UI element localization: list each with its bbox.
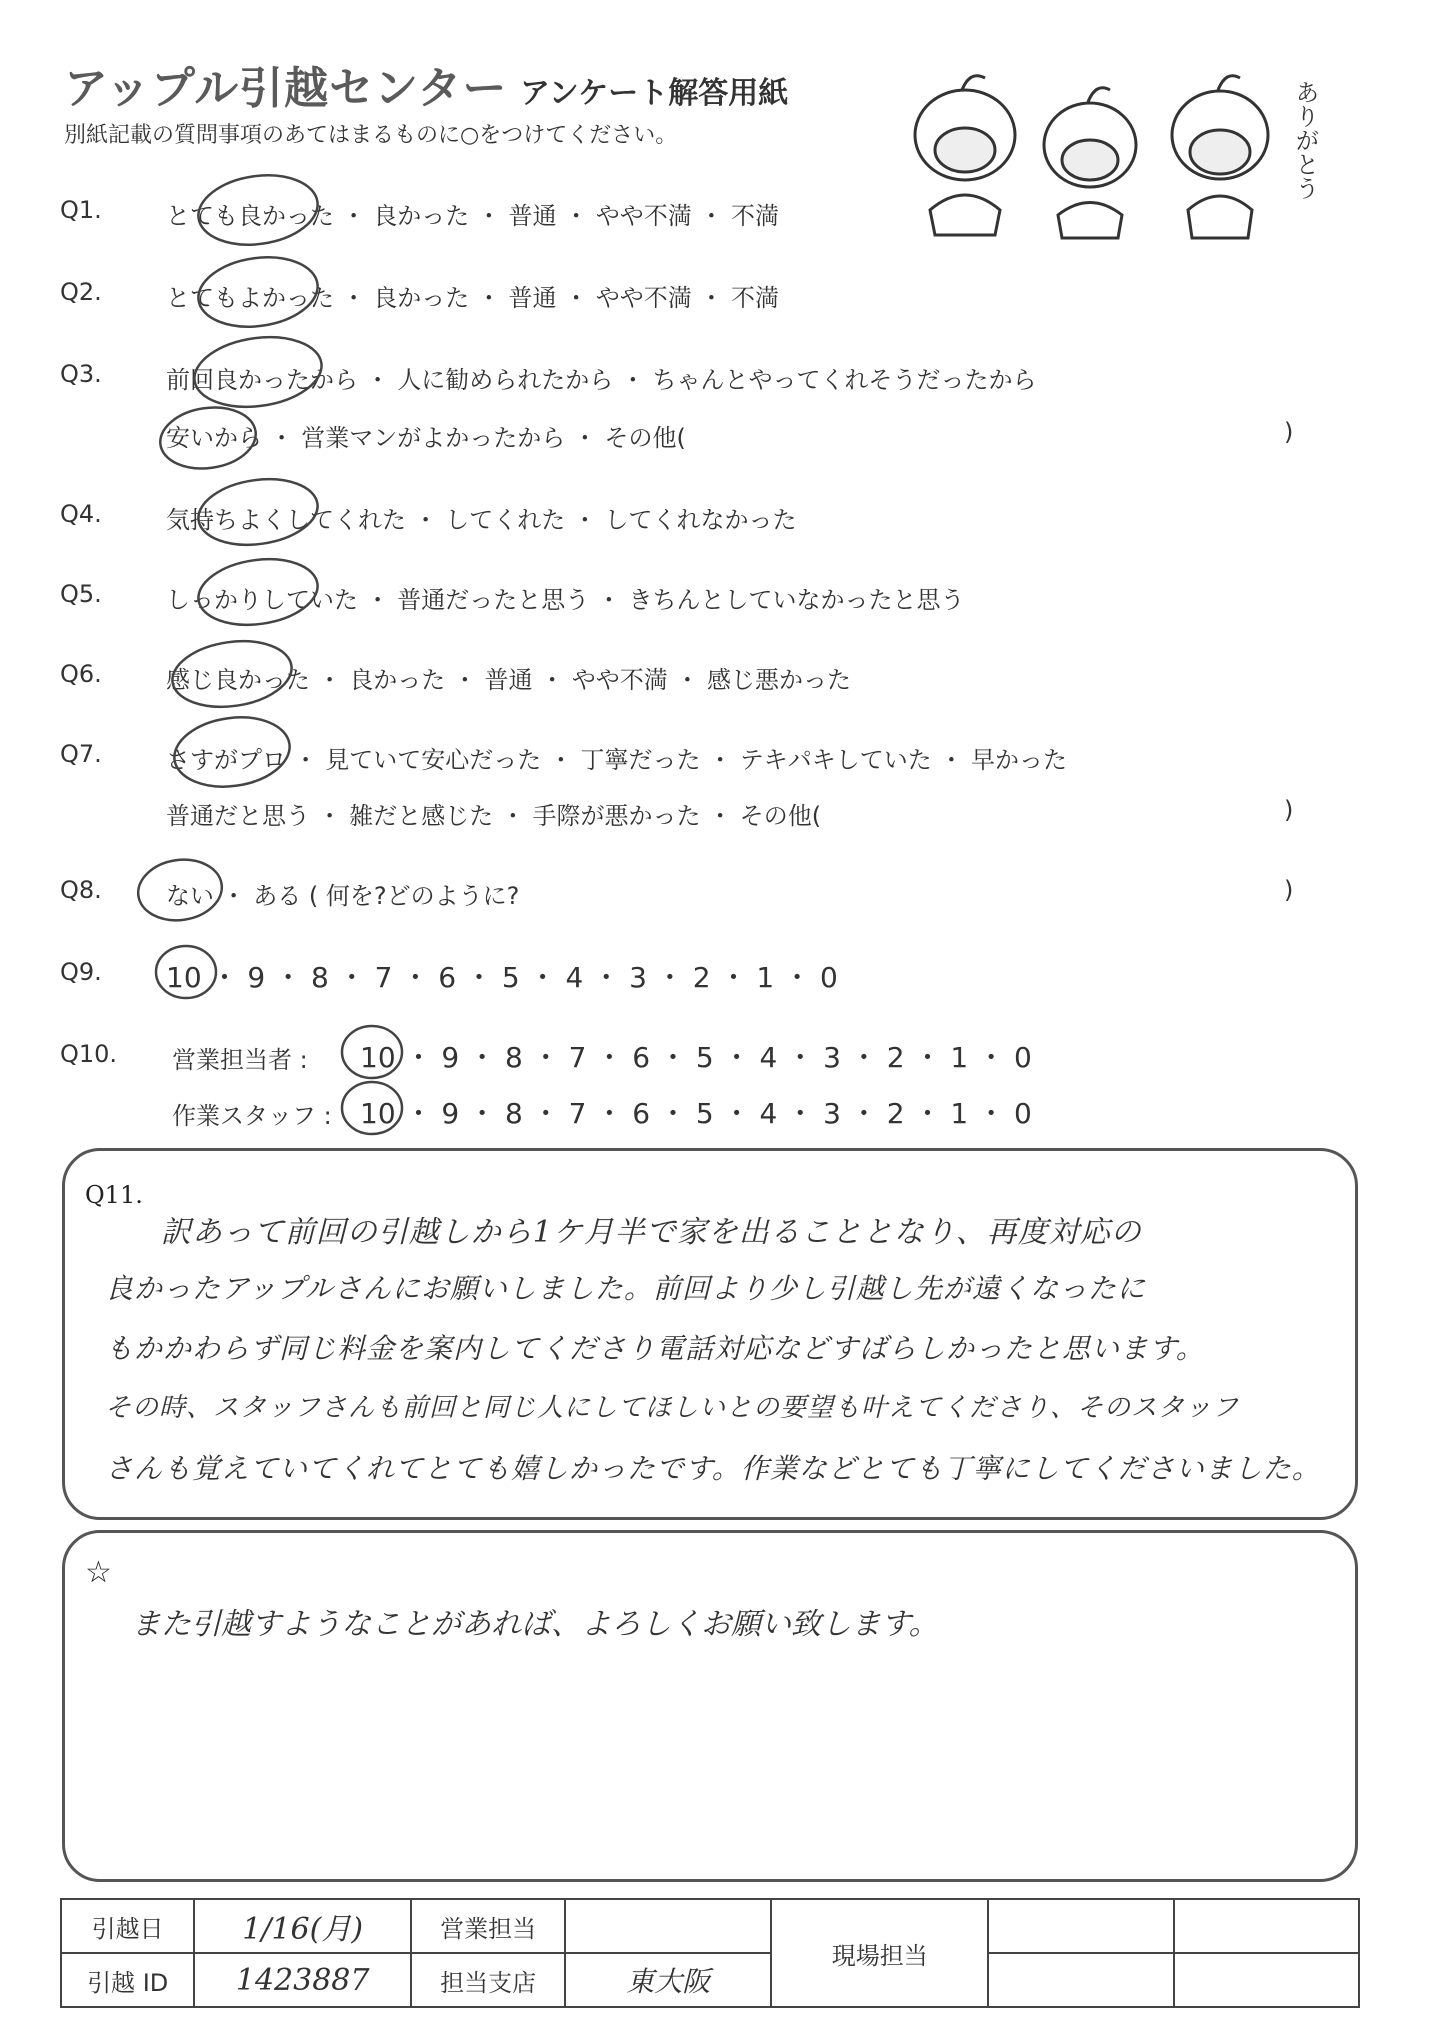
thanks-text: ありがとう (1291, 80, 1319, 200)
q6-circle (168, 634, 296, 714)
q10-staff-label: 作業スタッフ : (172, 1102, 332, 1130)
q5-circle (194, 552, 322, 632)
q11-comment-box (62, 1148, 1358, 1520)
q7-circle (170, 710, 294, 793)
q2-circle (194, 250, 322, 334)
move-id-label: 引越 ID (61, 1953, 194, 2007)
q10-staff-scale: 10 ・ 9 ・ 8 ・ 7 ・ 6 ・ 5 ・ 4 ・ 3 ・ 2 ・ 1 ・ 0 (360, 1097, 1032, 1130)
q1-circle (194, 168, 322, 252)
q3-circle-1 (190, 329, 326, 414)
extra-comment-text: また引越すようなことがあれば、よろしくお願い致します。 (131, 1607, 939, 1642)
q5-label: Q5. (60, 580, 102, 608)
q10-staff-circle (342, 1082, 402, 1134)
instructions: 別紙記載の質問事項のあてはまるものに○をつけてください。 (64, 123, 678, 148)
q6-label: Q6. (60, 660, 102, 688)
q7-label: Q7. (60, 740, 102, 768)
move-id-value: 1423887 (194, 1953, 411, 2007)
q3-circle-2 (156, 402, 259, 475)
q1-options: とても良かった ・ 良かった ・ 普通 ・ やや不満 ・ 不満 (166, 202, 780, 230)
company-logo: アップル引越センター (64, 63, 508, 114)
q2-label: Q2. (60, 278, 102, 306)
q8-circle (134, 854, 226, 925)
q6-options: 感じ良かった ・ 良かった ・ 普通 ・ やや不満 ・ 感じ悪かった (166, 666, 852, 694)
q1-label: Q1. (60, 196, 102, 224)
move-date-label: 引越日 (61, 1899, 194, 1953)
site-cell-1 (988, 1899, 1173, 1953)
q9-scale: 10 ・ 9 ・ 8 ・ 7 ・ 6 ・ 5 ・ 4 ・ 3 ・ 2 ・ 1 ・ 0 (166, 961, 838, 994)
q3-options-line1: 前回良かったから ・ 人に勧められたから ・ ちゃんとやってくれそうだったから (166, 366, 1037, 394)
q3-label: Q3. (60, 360, 102, 388)
star-icon: ☆ (85, 1555, 112, 1590)
q9-circle (156, 946, 216, 998)
q9-label: Q9. (60, 958, 102, 986)
site-cell-4 (1174, 1953, 1359, 2007)
branch-label: 担当支店 (411, 1953, 565, 2007)
sales-value (565, 1899, 771, 1953)
q11-line-4: その時、スタッフさんも前回と同じ人にしてほしいとの要望も叶えてくださり、そのスタッフ (105, 1393, 1240, 1423)
q11-line-2: 良かったアップルさんにお願いしました。前回より少し引越し先が遠くなったに (105, 1272, 1146, 1305)
q8-label: Q8. (60, 876, 102, 904)
branch-value: 東大阪 (565, 1953, 771, 2007)
q2-options: とてもよかった ・ 良かった ・ 普通 ・ やや不満 ・ 不満 (166, 284, 780, 312)
q11-line-1: 訳あって前回の引越しから1ケ月半で家を出ることとなり、再度対応の (161, 1215, 1142, 1250)
q10-sales-scale: 10 ・ 9 ・ 8 ・ 7 ・ 6 ・ 5 ・ 4 ・ 3 ・ 2 ・ 1 ・ 0 (360, 1041, 1032, 1074)
q10-sales-circle (342, 1026, 402, 1078)
q11-label: Q11. (85, 1181, 143, 1209)
q7-close-paren: ) (1284, 796, 1294, 824)
extra-comment-box (62, 1530, 1358, 1882)
site-cell-3 (988, 1953, 1173, 2007)
q7-options-line1: さすがプロ ・ 見ていて安心だった ・ 丁寧だった ・ テキパキしていた ・ 早かった (166, 746, 1068, 774)
site-cell-2 (1174, 1899, 1359, 1953)
q10-label: Q10. (60, 1040, 118, 1068)
form-subtitle: アンケート解答用紙 (520, 76, 789, 111)
q3-close-paren: ) (1284, 418, 1294, 446)
q3-options-line2: 安いから ・ 営業マンがよかったから ・ その他( (166, 424, 686, 452)
site-label: 現場担当 (771, 1899, 988, 2007)
q10-sales-label: 営業担当者 : (172, 1046, 308, 1074)
q8-close-paren: ) (1284, 876, 1294, 904)
sales-label: 営業担当 (411, 1899, 565, 1953)
q11-line-3: もかかわらず同じ料金を案内してくださり電話対応などすばらしかったと思います。 (105, 1332, 1205, 1365)
q11-line-5: さんも覚えていてくれてとても嬉しかったです。作業などとても丁寧にしてくださいました。 (105, 1452, 1321, 1485)
q7-options-line2: 普通だと思う ・ 雑だと感じた ・ 手際が悪かった ・ その他( (166, 802, 822, 830)
q4-circle (194, 472, 322, 552)
q4-options: 気持ちよくしてくれた ・ してくれた ・ してくれなかった (166, 506, 797, 534)
move-date-value: 1/16(月) (194, 1899, 411, 1953)
q4-label: Q4. (60, 500, 102, 528)
q5-options: しっかりしていた ・ 普通だったと思う ・ きちんとしていなかったと思う (166, 586, 965, 614)
q8-options: ない ・ ある ( 何を?どのように? (166, 882, 520, 910)
footer-table (60, 1898, 1360, 2008)
